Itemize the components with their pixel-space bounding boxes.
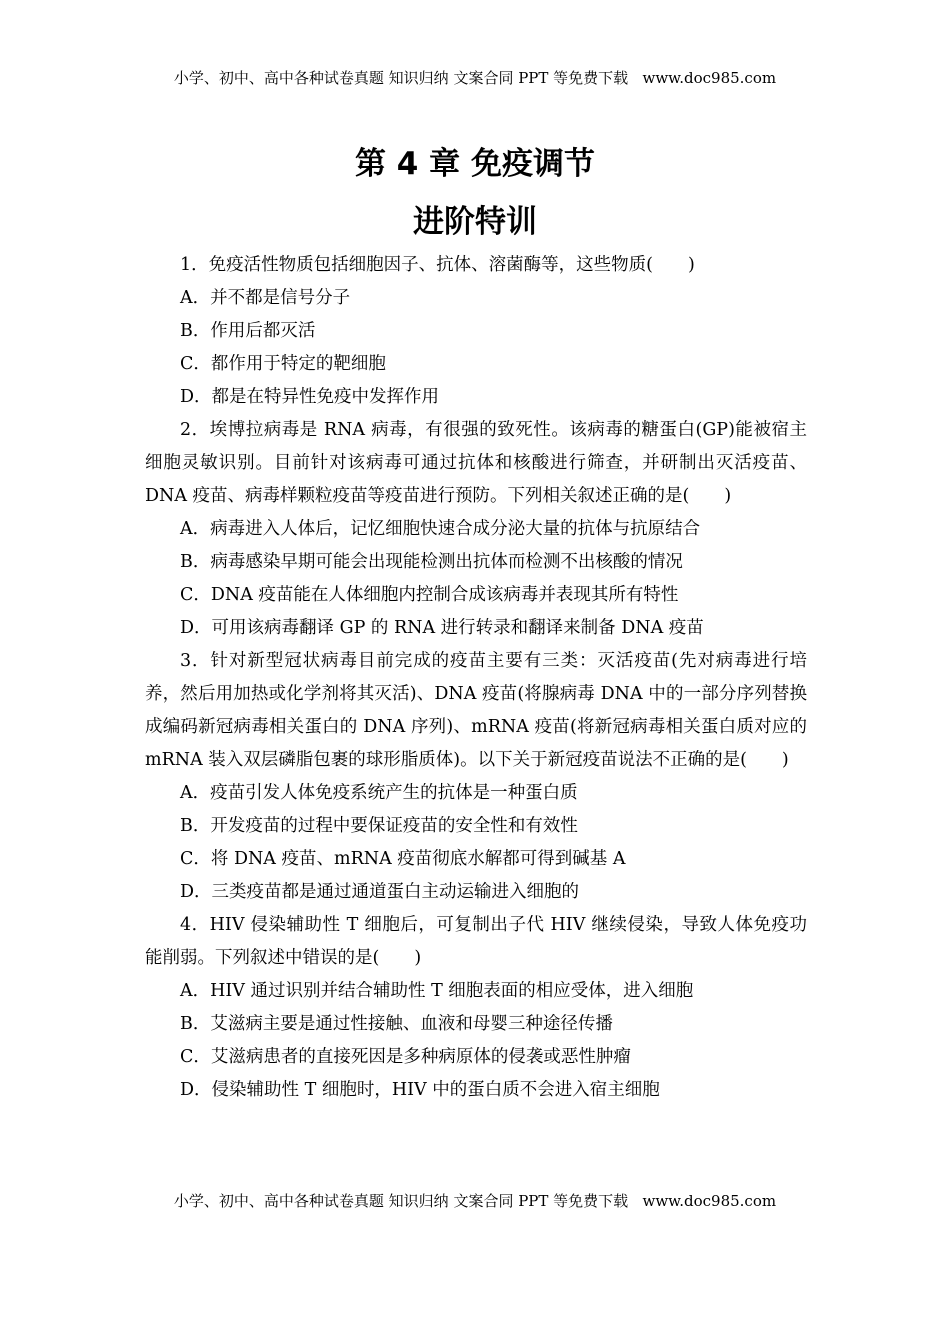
option-b: B．病毒感染早期可能会出现能检测出抗体而检测不出核酸的情况 bbox=[180, 552, 683, 572]
question-3 bbox=[145, 645, 807, 909]
option-c: C．艾滋病患者的直接死因是多种病原体的侵袭或恶性肿瘤 bbox=[180, 1047, 631, 1067]
question-stem: 1．免疫活性物质包括细胞因子、抗体、溶菌酶等，这些物质( ) bbox=[180, 255, 695, 275]
option-c: C．都作用于特定的靶细胞 bbox=[180, 354, 386, 374]
option-d: D．侵染辅助性 T 细胞时，HIV 中的蛋白质不会进入宿主细胞 bbox=[180, 1080, 660, 1100]
option-a: A．HIV 通过识别并结合辅助性 T 细胞表面的相应受体，进入细胞 bbox=[180, 981, 694, 1001]
option-a: A．疫苗引发人体免疫系统产生的抗体是一种蛋白质 bbox=[180, 783, 578, 803]
header-text: 小学、初中、高中各种试卷真题 知识归纳 文案合同 PPT 等免费下载 bbox=[173, 69, 629, 87]
option-b: B．开发疫苗的过程中要保证疫苗的安全性和有效性 bbox=[180, 816, 578, 836]
section-title: 进阶特训 bbox=[413, 204, 537, 240]
footer-text: 小学、初中、高中各种试卷真题 知识归纳 文案合同 PPT 等免费下载 bbox=[173, 1192, 629, 1210]
chapter-title: 第 4 章 免疫调节 bbox=[355, 146, 595, 182]
option-c: C．DNA 疫苗能在人体细胞内控制合成该病毒并表现其所有特性 bbox=[180, 585, 679, 605]
option-c: C．将 DNA 疫苗、mRNA 疫苗彻底水解都可得到碱基 A bbox=[180, 849, 626, 869]
question-4 bbox=[145, 909, 807, 1107]
option-d: D．可用该病毒翻译 GP 的 RNA 进行转录和翻译来制备 DNA 疫苗 bbox=[180, 618, 704, 638]
question-1 bbox=[145, 249, 807, 414]
footer-url[interactable]: www.doc985.com bbox=[642, 1192, 777, 1210]
page-header bbox=[0, 68, 950, 88]
option-b: B．艾滋病主要是通过性接触、血液和母婴三种途径传播 bbox=[180, 1014, 613, 1034]
header-url[interactable]: www.doc985.com bbox=[642, 69, 777, 87]
option-d: D．三类疫苗都是通过通道蛋白主动运输进入细胞的 bbox=[180, 882, 580, 902]
page-footer bbox=[0, 1191, 950, 1211]
option-a: A．并不都是信号分子 bbox=[180, 288, 351, 308]
question-stem: 4．HIV 侵染辅助性 T 细胞后，可复制出子代 HIV 继续侵染，导致人体免疫功能削弱。下列叙述中错误的是( ) bbox=[145, 915, 807, 968]
option-a: A．病毒进入人体后，记忆细胞快速合成分泌大量的抗体与抗原结合 bbox=[180, 519, 701, 539]
question-stem: 3．针对新型冠状病毒目前完成的疫苗主要有三类：灭活疫苗(先对病毒进行培养，然后用加热或化学剂将其灭活)、DNA 疫苗(将腺病毒 DNA 中的一部分序列替换成编码新冠病毒相关蛋白的 DNA 序列)、mRNA 疫苗(将新冠病毒相关蛋白质对应的 mRNA 装入双层磷脂包裹的球形脂质体)。以下关于新冠疫苗说法不正确的是( ) bbox=[145, 651, 807, 770]
question-list bbox=[145, 249, 807, 1107]
question-2 bbox=[145, 414, 807, 645]
question-stem: 2．埃博拉病毒是 RNA 病毒，有很强的致死性。该病毒的糖蛋白(GP)能被宿主细胞灵敏识别。目前针对该病毒可通过抗体和核酸进行筛查，并研制出灭活疫苗、DNA 疫苗、病毒样颗粒疫苗等疫苗进行预防。下列相关叙述正确的是( ) bbox=[145, 420, 807, 506]
option-d: D．都是在特异性免疫中发挥作用 bbox=[180, 387, 440, 407]
option-b: B．作用后都灭活 bbox=[180, 321, 316, 341]
